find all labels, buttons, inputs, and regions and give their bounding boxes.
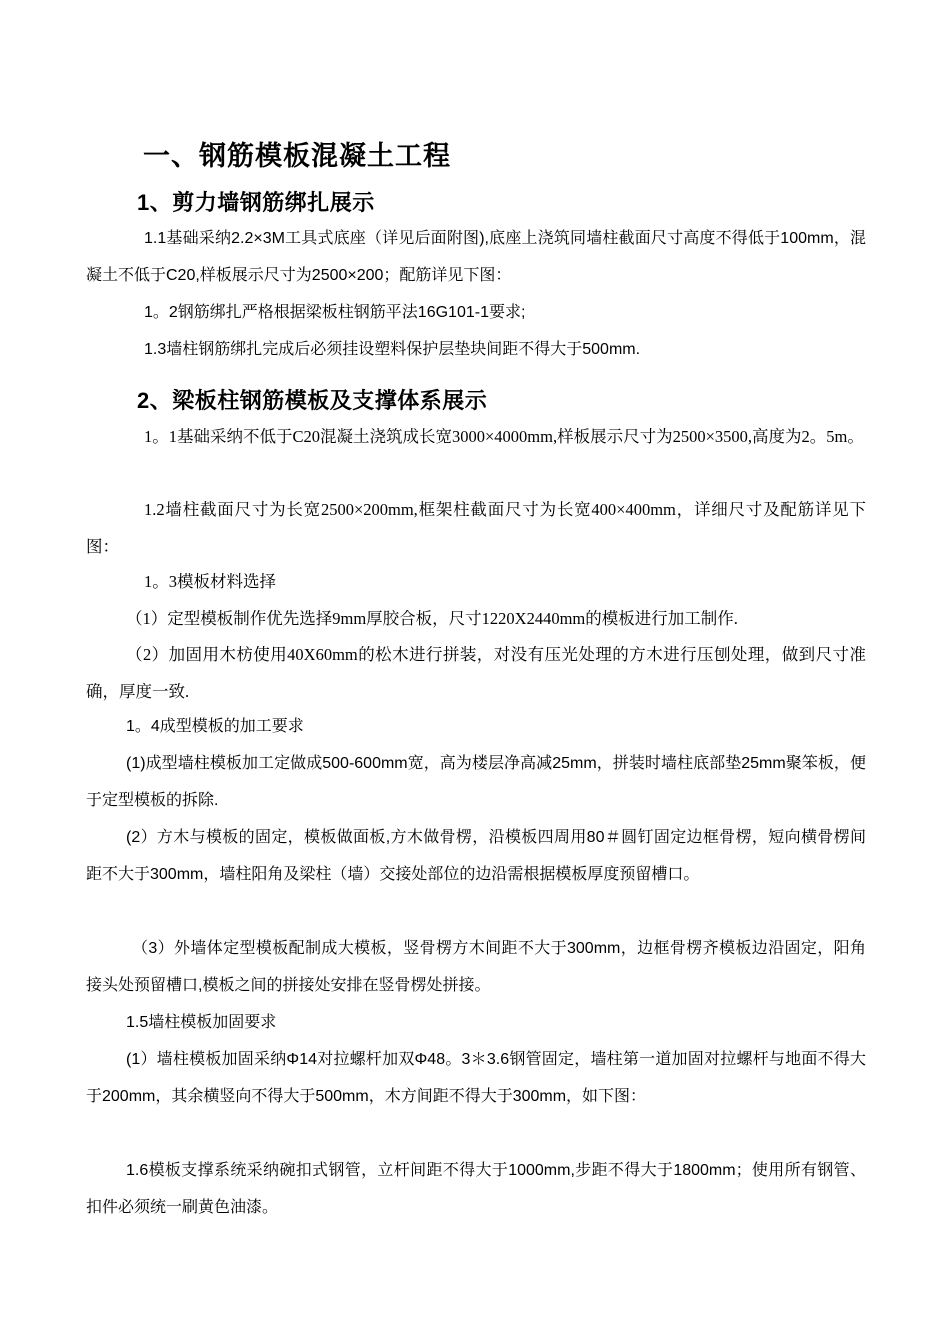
section-2-paragraph-2: 1.2墙柱截面尺寸为长宽2500×200mm,框架柱截面尺寸为长宽400×400mm，详细尺寸及配筋详见下图：: [86, 500, 866, 556]
section-2-paragraph-4: （1）定型模板制作优先选择9mm厚胶合板，尺寸1220X2440mm的模板进行加工制作.: [126, 609, 738, 628]
section-2-paragraph-10: 1.5墙柱模板加固要求: [126, 1014, 277, 1031]
section-2-paragraph-11: (1）墙柱模板加固采纳Φ14对拉螺杆加双Φ48。3＊3.6钢管固定，墙柱第一道加固对拉螺杆与地面不得大于200mm，其余横竖向不得大于500mm，木方间距不得大于300mm，如下图：: [86, 1051, 866, 1105]
section-1-paragraph-2: 1。2钢筋绑扎严格根据梁板柱钢筋平法16G101-1要求;: [144, 304, 526, 321]
section-1-heading: 1、剪力墙钢筋绑扎展示: [137, 190, 375, 215]
section-1-paragraph-3: 1.3墙柱钢筋绑扎完成后必须挂设塑料保护层垫块间距不得大于500mm.: [144, 341, 641, 358]
section-2-paragraph-5: （2）加固用木枋使用40X60mm的松木进行拼装，对没有压光处理的方木进行压刨处理，做到尺寸准确，厚度一致.: [86, 645, 866, 701]
section-2-paragraph-1: 1。1基础采纳不低于C20混凝土浇筑成长宽3000×4000mm,样板展示尺寸为2500×3500,高度为2。5m。: [144, 427, 864, 446]
section-2-paragraph-9: （3）外墙体定型模板配制成大模板，竖骨楞方木间距不大于300mm，边框骨楞齐模板边沿固定，阳角接头处预留槽口,模板之间的拼接处安排在竖骨楞处拼接。: [86, 940, 866, 994]
section-1-paragraph-1: 1.1基础采纳2.2×3M工具式底座（详见后面附图),底座上浇筑同墙柱截面尺寸高度不得低于100mm，混凝土不低于C20,样板展示尺寸为2500×200；配筋详见下图：: [86, 230, 866, 284]
section-2-heading: 2、梁板柱钢筋模板及支撑体系展示: [137, 388, 488, 413]
section-2-paragraph-12: 1.6模板支撑系统采纳碗扣式钢管，立杆间距不得大于1000mm,步距不得大于1800mm；使用所有钢管、扣件必须统一刷黄色油漆。: [86, 1162, 866, 1216]
section-2-paragraph-7: (1)成型墙柱模板加工定做成500-600mm宽，高为楼层净高减25mm，拼装时墙柱底部垫25mm聚笨板，便于定型模板的拆除.: [86, 755, 866, 809]
section-2-paragraph-8: (2）方木与模板的固定，模板做面板,方木做骨楞，沿模板四周用80＃圆钉固定边框骨楞，短向横骨楞间距不大于300mm，墙柱阳角及梁柱（墙）交接处部位的边沿需根据模板厚度预留槽口。: [86, 829, 866, 883]
section-2-paragraph-6: 1。4成型模板的加工要求: [126, 718, 304, 735]
section-2-paragraph-3: 1。3模板材料选择: [144, 572, 276, 591]
document-title: 一、钢筋模板混凝土工程: [143, 141, 451, 171]
